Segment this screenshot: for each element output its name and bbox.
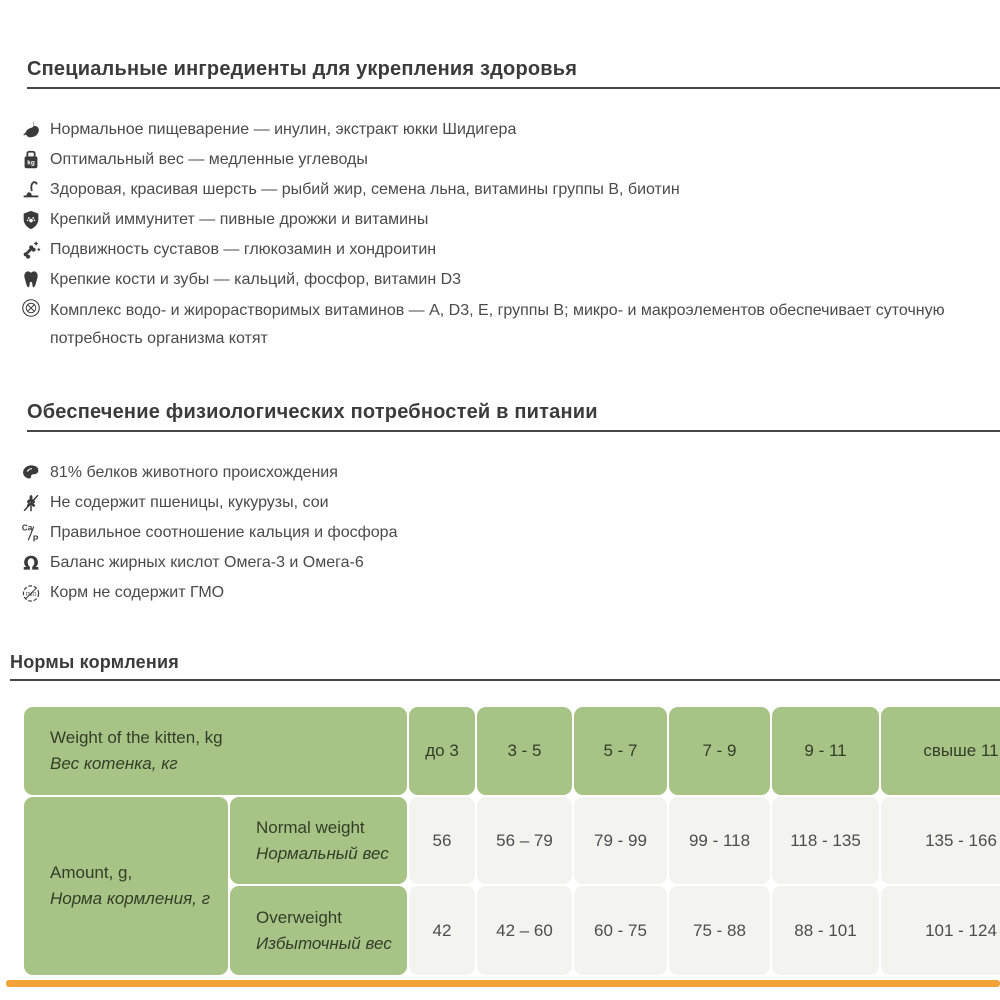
- weight-range-cell: 7 - 9: [669, 707, 770, 795]
- svg-text:P: P: [32, 534, 39, 544]
- list-item: [20, 175, 1000, 205]
- section-title: Специальные ингредиенты для укрепления здоровья: [27, 58, 578, 80]
- list-item-text: Нормальное пищеварение — инулин, экстракт юкки Шидигера: [50, 121, 517, 138]
- value-cell: 42: [409, 886, 475, 975]
- tooth-icon: [20, 269, 50, 291]
- section-title: Нормы кормления: [10, 652, 179, 672]
- ingredients-list: [0, 115, 1000, 355]
- weight-range-cell: 9 - 11: [772, 707, 879, 795]
- list-item: [20, 458, 1000, 488]
- feeding-table: [24, 707, 1000, 975]
- list-item: [20, 518, 1000, 548]
- amount-header-en: Amount, g,: [50, 863, 133, 882]
- value-cell: 99 - 118: [669, 797, 770, 884]
- section-special-ingredients: [0, 58, 1000, 355]
- weight-range-cell: до 3: [409, 707, 475, 795]
- accent-divider-bar: [6, 980, 1000, 987]
- section-feeding-norms: [0, 652, 1000, 987]
- list-item-line1: Комплекс водо- и жирорастворимых витаминов — A, D3, E, группы B; микро- и макроэлементов обеспечивает суточную: [50, 302, 945, 319]
- value-cell: 79 - 99: [574, 797, 667, 884]
- weight-header-ru: Вес котенка, кг: [50, 754, 178, 773]
- row-label-en: Normal weight: [256, 817, 365, 837]
- digestion-icon: [20, 119, 50, 141]
- value-cell: 135 - 166: [881, 797, 1000, 884]
- row-label-en: Overweight: [256, 907, 342, 927]
- joint-icon: [20, 239, 50, 261]
- list-item: [20, 235, 1000, 265]
- no-grain-icon: [20, 492, 50, 514]
- value-cell: 75 - 88: [669, 886, 770, 975]
- list-item-text: [50, 297, 945, 353]
- weight-range-cell: свыше 11: [881, 707, 1000, 795]
- row-label-ru: Избыточный вес: [256, 933, 392, 953]
- list-item-text: 81% белков животного происхождения: [50, 464, 338, 481]
- svg-text:Ω: Ω: [23, 553, 39, 574]
- svg-text:Ca: Ca: [21, 523, 33, 533]
- list-item-text: Оптимальный вес — медленные углеводы: [50, 151, 368, 168]
- row-label-normal-weight: [230, 797, 407, 884]
- list-item-text: Крепкие кости и зубы — кальций, фосфор, витамин D3: [50, 271, 462, 288]
- list-item-line2: потребность организма котят: [50, 330, 268, 347]
- weight-header-en: Weight of the kitten, kg: [50, 728, 223, 747]
- list-item-text: Подвижность суставов — глюкозамин и хондроитин: [50, 241, 437, 258]
- value-cell: 60 - 75: [574, 886, 667, 975]
- list-item-text: Не содержит пшеницы, кукурузы, сои: [50, 494, 329, 511]
- list-item: [20, 205, 1000, 235]
- value-cell: 56: [409, 797, 475, 884]
- weight-range-cell: 5 - 7: [574, 707, 667, 795]
- list-item: [20, 115, 1000, 145]
- list-item: [20, 295, 1000, 355]
- no-gmo-icon: [20, 582, 50, 604]
- value-cell: 56 – 79: [477, 797, 572, 884]
- vitamins-icon: [20, 297, 50, 319]
- list-item: [20, 488, 1000, 518]
- weight-range-cell: 3 - 5: [477, 707, 572, 795]
- value-cell: 42 – 60: [477, 886, 572, 975]
- list-item-text: Правильное соотношение кальция и фосфора: [50, 524, 398, 541]
- row-label-overweight: [230, 886, 407, 975]
- list-item-text: Здоровая, красивая шерсть — рыбий жир, семена льна, витамины группы B, биотин: [50, 181, 680, 198]
- omega-icon: [20, 552, 50, 574]
- section-physiological-needs: [0, 401, 1000, 608]
- calcium-phosphorus-icon: [20, 522, 50, 544]
- value-cell: 101 - 124: [881, 886, 1000, 975]
- list-item: [20, 548, 1000, 578]
- needs-list: [0, 458, 1000, 608]
- list-item: [20, 578, 1000, 608]
- immunity-shield-icon: [20, 209, 50, 231]
- list-item: [20, 145, 1000, 175]
- list-item-text: Корм не содержит ГМО: [50, 584, 225, 601]
- list-item-text: Крепкий иммунитет — пивные дрожжи и витамины: [50, 211, 429, 228]
- weight-icon: [20, 149, 50, 171]
- section-header: [10, 652, 1000, 681]
- list-item: [20, 265, 1000, 295]
- section-title: Обеспечение физиологических потребностей в питании: [27, 401, 598, 423]
- svg-text:ГМО: ГМО: [25, 591, 37, 598]
- row-label-ru: Нормальный вес: [256, 843, 389, 863]
- section-header: [27, 58, 1000, 89]
- list-item-text: Баланс жирных кислот Омега-3 и Омега-6: [50, 554, 364, 571]
- section-header: [27, 401, 1000, 432]
- value-cell: 88 - 101: [772, 886, 879, 975]
- amount-header-ru: Норма кормления, г: [50, 889, 210, 908]
- fur-icon: [20, 179, 50, 201]
- svg-text:kg: kg: [27, 159, 35, 167]
- meat-icon: [20, 462, 50, 484]
- value-cell: 118 - 135: [772, 797, 879, 884]
- table-header-weight: [24, 707, 407, 795]
- table-header-amount: [24, 797, 228, 975]
